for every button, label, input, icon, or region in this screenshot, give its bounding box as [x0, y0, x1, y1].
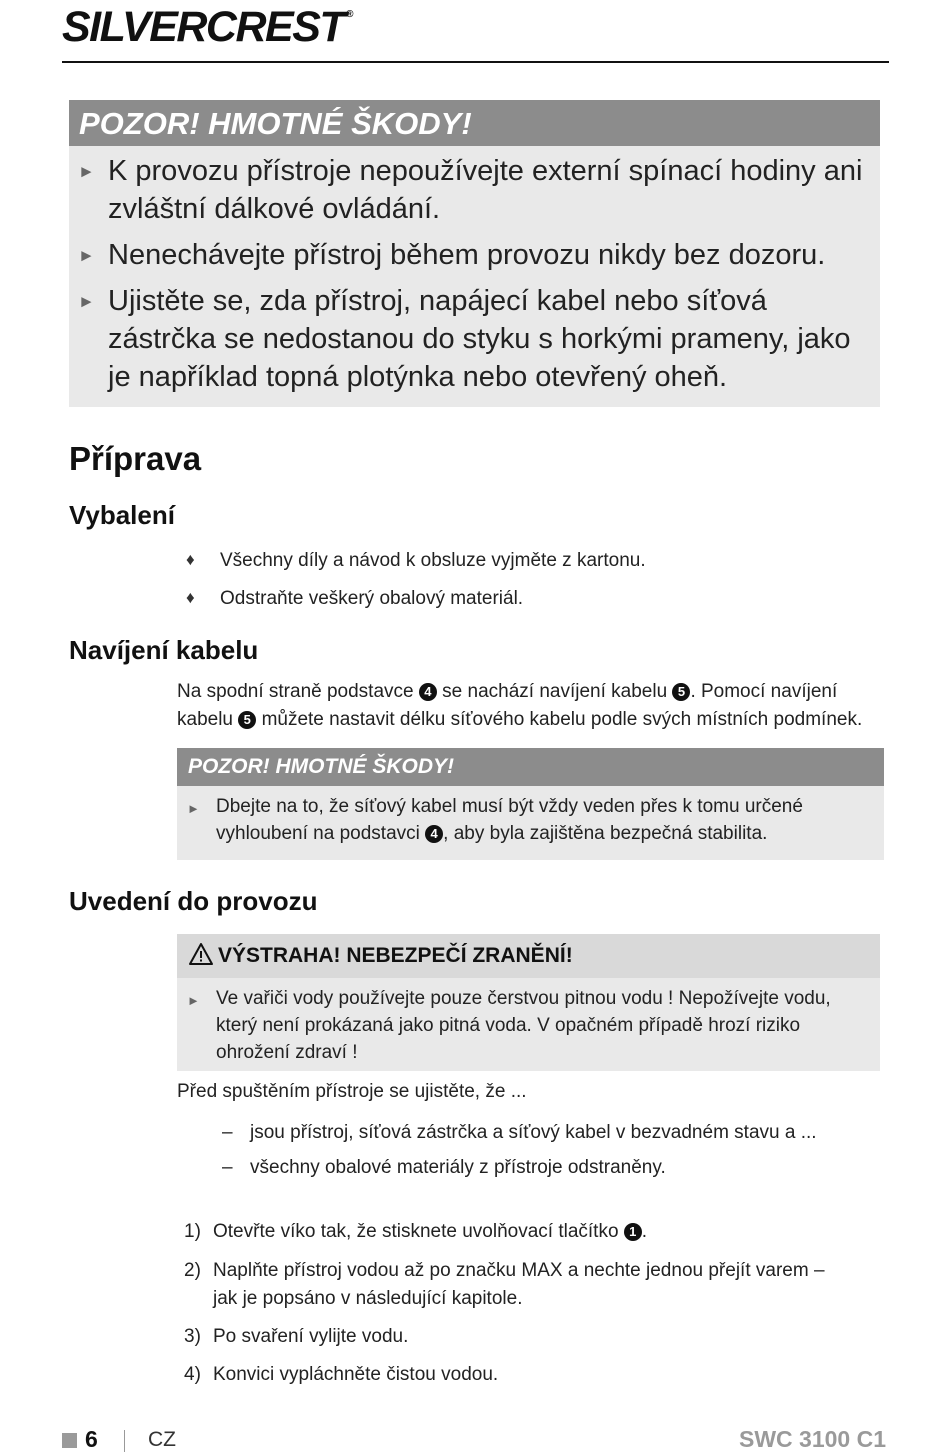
warning-item: ► Nenechávejte přístroj během provozu nikdy bez dozoru.	[78, 236, 868, 275]
header-divider	[62, 61, 889, 63]
page-number: 6	[85, 1426, 98, 1452]
triangle-bullet-icon: ►	[187, 801, 200, 816]
language-code: CZ	[148, 1428, 176, 1451]
startup-intro: Před spuštěním přístroje se ujistěte, že ...	[177, 1081, 527, 1102]
check-item: – jsou přístroj, síťová zástrčka a síťový kabel v bezvadném stavu a ...	[222, 1122, 817, 1143]
check-item: – všechny obalové materiály z přístroje odstraněny.	[222, 1157, 666, 1178]
triangle-bullet-icon: ►	[78, 292, 95, 311]
reference-number-badge: 4	[419, 683, 437, 701]
triangle-bullet-icon: ►	[78, 162, 95, 181]
footer-divider	[124, 1430, 125, 1452]
subsection-title-startup: Uvedení do provozu	[69, 886, 318, 916]
brand-logo: SILVERCREST ®	[62, 3, 354, 51]
list-item: ♦ Všechny díly a návod k obsluze vyjměte z kartonu.	[186, 550, 646, 571]
step-item: 2) Naplňte přístroj vodou až po značku MAX a nechte jednou přejít varem – jak je popsáno v následující kapitole.	[184, 1260, 825, 1309]
model-number: SWC 3100 C1	[738, 1426, 886, 1452]
cable-paragraph: Na spodní straně podstavce 4 se nachází navíjení kabelu 5 . Pomocí navíjení kabelu 5 můžete nastavit délku síťového kabelu podle svých místních podmínek.	[177, 681, 863, 730]
reference-number-badge: 4	[425, 825, 443, 843]
triangle-bullet-icon: ►	[78, 246, 95, 265]
step-item: 3) Po svaření vylijte vodu.	[184, 1326, 409, 1347]
warning-item: ► K provozu přístroje nepoužívejte externí spínací hodiny ani zvláštní dálkové ovládání.	[78, 152, 868, 228]
reference-number-badge: 1	[624, 1223, 642, 1241]
diamond-bullet-icon: ♦	[186, 588, 195, 607]
subsection-title-unpacking: Vybalení	[69, 500, 175, 530]
footer-marker	[62, 1433, 77, 1448]
warning-item: ► Dbejte na to, že síťový kabel musí být vždy veden přes k tomu určené vyhloubení na podstavci 4 , aby byla zajištěna bezpečná stabilita.	[187, 793, 877, 847]
diamond-bullet-icon: ♦	[186, 550, 195, 569]
subsection-title-cable: Navíjení kabelu	[69, 635, 259, 665]
warning-triangle-icon	[188, 942, 214, 966]
warning-box-title: POZOR! HMOTNÉ ŠKODY!	[177, 748, 884, 786]
section-title: Příprava	[69, 440, 202, 477]
warning-box-title: VÝSTRAHA! NEBEZPEČÍ ZRANĚNÍ!	[177, 934, 880, 978]
warning-item: ► Ve vařiči vody používejte pouze čerstvou pitnou vodu ! Nepožívejte vodu, který není prokázaná jako pitná voda. V opačném případě hrozí riziko ohrožení zdraví !	[187, 985, 877, 1066]
warning-item: ► Ujistěte se, zda přístroj, napájecí kabel nebo síťová zástrčka se nedostanou do styku s horkými prameny, jako je například topná plotýnka nebo otevřený oheň.	[78, 282, 868, 396]
reference-number-badge: 5	[238, 711, 256, 729]
reference-number-badge: 5	[672, 683, 690, 701]
warning-box-title: POZOR! HMOTNÉ ŠKODY!	[69, 100, 880, 146]
list-item: ♦ Odstraňte veškerý obalový materiál.	[186, 588, 524, 609]
step-item: 1) Otevřte víko tak, že stisknete uvolňovací tlačítko 1 .	[184, 1221, 648, 1242]
step-item: 4) Konvici vypláchněte čistou vodou.	[184, 1364, 499, 1385]
triangle-bullet-icon: ►	[187, 993, 200, 1008]
